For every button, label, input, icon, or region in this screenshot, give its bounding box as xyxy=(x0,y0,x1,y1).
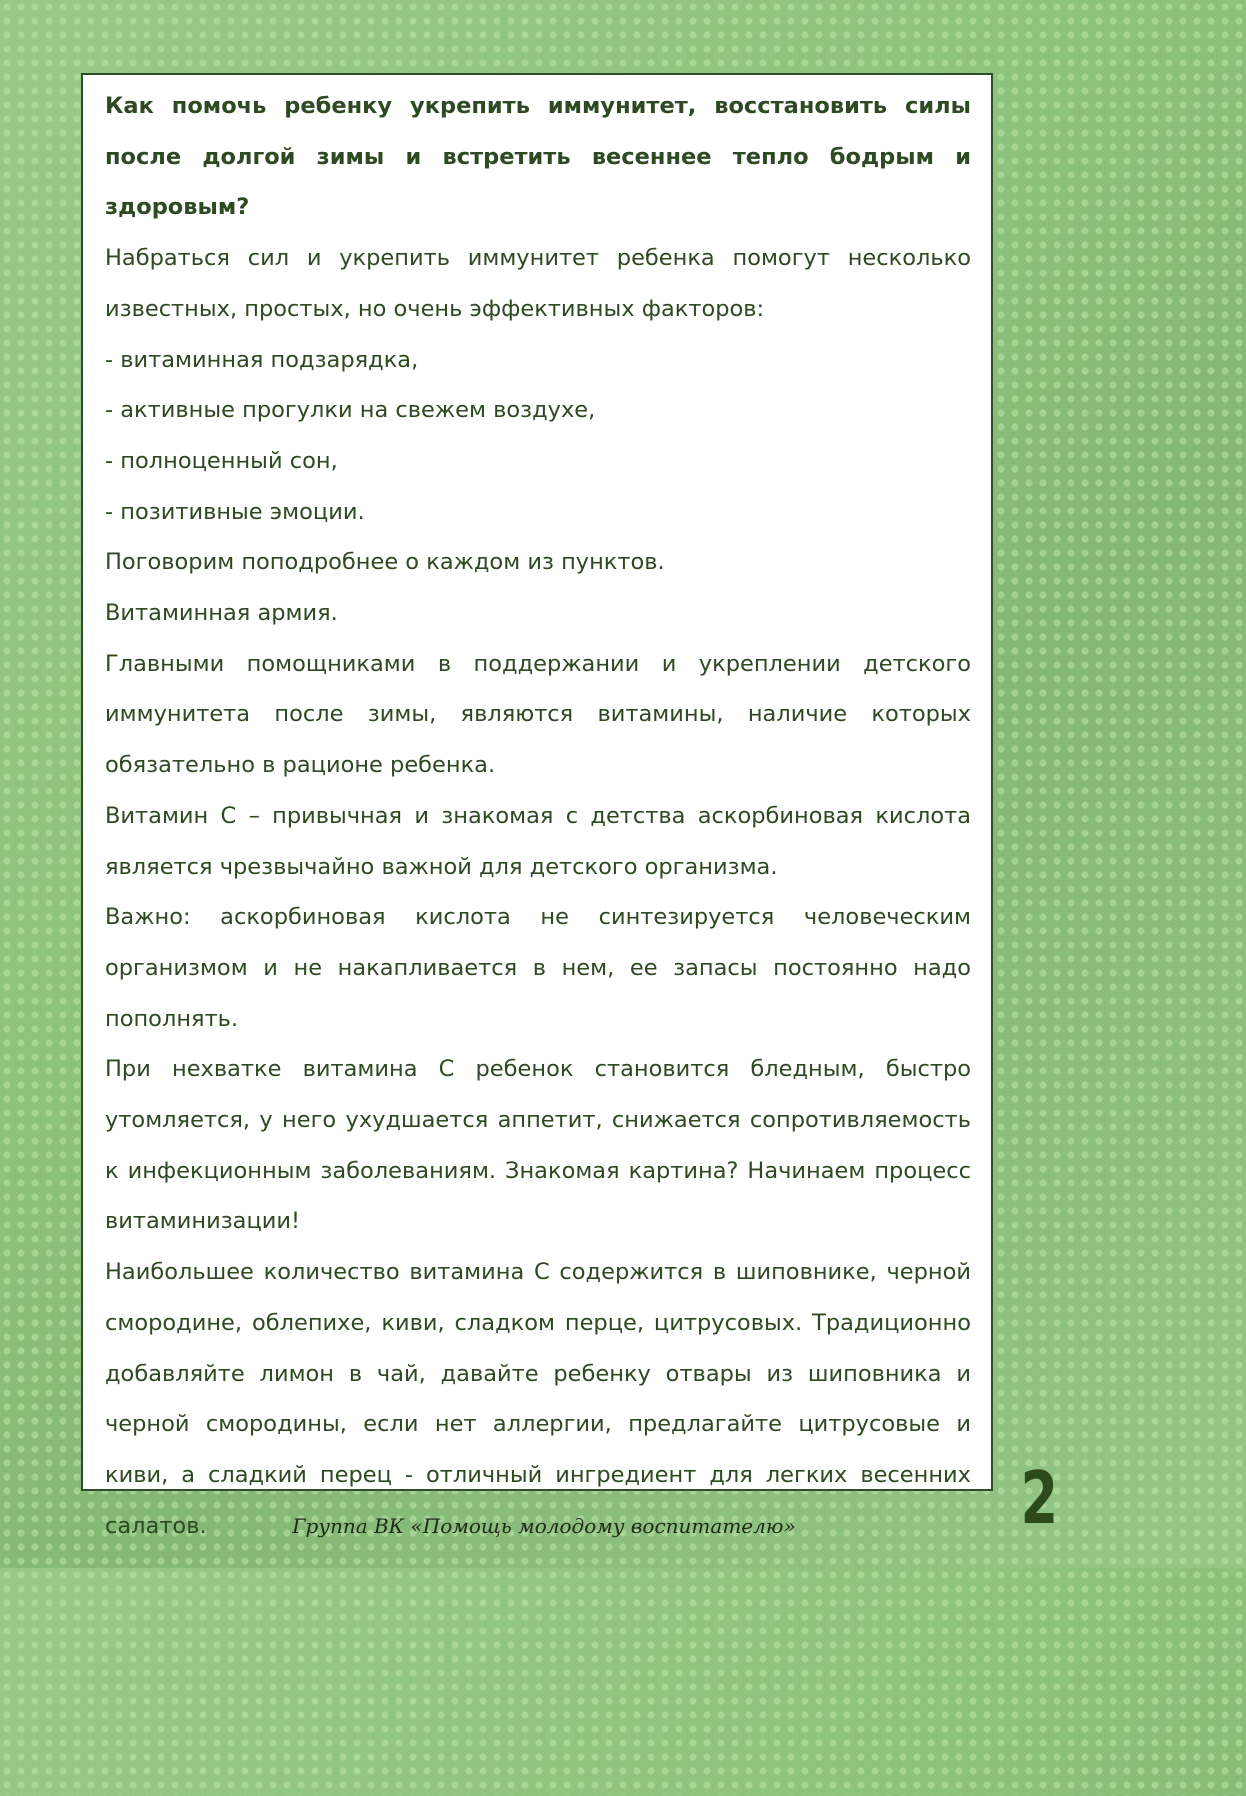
list-item: - активные прогулки на свежем воздухе, xyxy=(105,397,596,424)
paragraph: Набраться сил и укрепить иммунитет ребенка помогут несколько известных, простых, но очень эффективных факторов: xyxy=(105,245,971,322)
paragraph: Витамин С – привычная и знакомая с детства аскорбиновая кислота является чрезвычайно важной для детского организма. xyxy=(105,802,971,880)
list-item: - витаминная подзарядка, xyxy=(105,346,419,373)
paragraph: Важно: аскорбиновая кислота не синтезируется человеческим организмом и не накапливается в нем, ее запасы постоянно надо пополнять. xyxy=(105,904,971,1032)
list-item: - позитивные эмоции. xyxy=(105,498,365,525)
paragraph: При нехватке витамина С ребенок становится бледным, быстро утомляется, у него ухудшается аппетит, снижается сопротивляемость к инфекционным заболеваниям. Знакомая картина? Начинаем процесс витаминизации! xyxy=(105,1056,971,1235)
article-body xyxy=(105,81,971,1551)
page-number: 2 xyxy=(1020,1456,1058,1540)
paragraph: Главными помощниками в поддержании и укреплении детского иммунитета после зимы, являются витамины, наличие которых обязательно в рационе ребенка. xyxy=(105,650,971,779)
section-heading: Витаминная армия. xyxy=(105,600,338,627)
footer-group-name: Группа ВК «Помощь молодому воспитателю» xyxy=(292,1514,796,1538)
paragraph: Поговорим поподробнее о каждом из пунктов. xyxy=(105,549,665,576)
list-item: - полноценный сон, xyxy=(105,447,338,474)
paragraph: Наибольшее количество витамина С содержится в шиповнике, черной смородине, облепихе, киви, сладком перце, цитрусовых. Традиционно добавляйте лимон в чай, давайте ребенку отвары из шиповника и черной смородины, если нет аллергии, предлагайте цитрусовые и киви, а сладкий перец - отличный ингредиент для легких весенних салатов. xyxy=(105,1259,971,1539)
article-title: Как помочь ребенку укрепить иммунитет, восстановить силы после долгой зимы и встретить весеннее тепло бодрым и здоровым? xyxy=(105,93,971,221)
